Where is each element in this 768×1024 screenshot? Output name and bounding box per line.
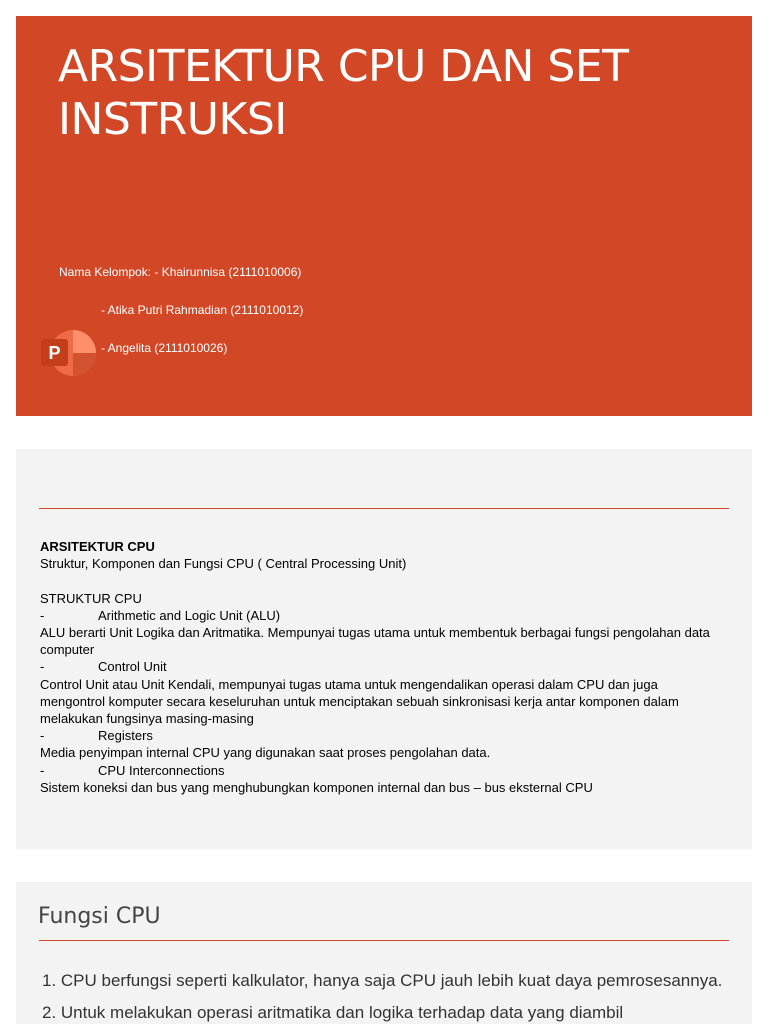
list-item-description: Media penyimpan internal CPU yang digunakan saat proses pengolahan data. [40,745,491,761]
powerpoint-logo-icon [40,329,98,377]
function-list [42,971,732,1022]
list-item: 2. Untuk melakukan operasi aritmatika dan logika terhadap data yang diambil [42,1003,624,1022]
list-item-label: - Registers [40,728,153,744]
list-item-label: - CPU Interconnections [40,762,225,778]
accent-divider [39,940,729,941]
slide-heading: Fungsi CPU [38,904,161,929]
member-line: - Atika Putri Rahmadian (2111010012) [101,303,304,317]
list-item-description: Control Unit atau Unit Kendali, mempunyai tugas utama untuk mengendalikan operasi dalam CPU dan juga mengontrol komputer secara keseluruhan untuk menciptakan sebuah sinkronisasi kerja antar komponen dalam melakukan fungsinya masing-masing [40,676,679,727]
section-subtitle: Struktur, Komponen dan Fungsi CPU ( Central Processing Unit) [40,556,407,572]
member-line: - Angelita (2111010026) [101,341,228,355]
slide-1-title-slide [16,16,752,416]
list-item-label: - Arithmetic and Logic Unit (ALU) [40,607,281,623]
slide-title: ARSITEKTUR CPU DAN SET INSTRUKSI [58,41,629,145]
svg-text:P: P [48,343,61,363]
structure-title: STRUKTUR CPU [40,590,142,606]
list-item-label: - Control Unit [40,659,167,675]
slide-3-content [16,882,752,1024]
section-heading: ARSITEKTUR CPU [40,539,155,554]
list-item-description: ALU berarti Unit Logika dan Aritmatika. Mempunyai tugas utama untuk membentuk berbagai fungsi pengolahan data computer [40,625,710,658]
list-item-description: Sistem koneksi dan bus yang menghubungkan komponen internal dan bus – bus eksternal CPU [40,779,593,795]
slide-body-text [40,538,710,796]
slide-2-content [16,449,752,849]
list-item: 1. CPU berfungsi seperti kalkulator, hanya saja CPU jauh lebih kuat daya pemrosesannya. [42,971,723,990]
accent-divider [39,508,729,509]
member-line: Nama Kelompok: - Khairunnisa (2111010006) [59,265,302,279]
